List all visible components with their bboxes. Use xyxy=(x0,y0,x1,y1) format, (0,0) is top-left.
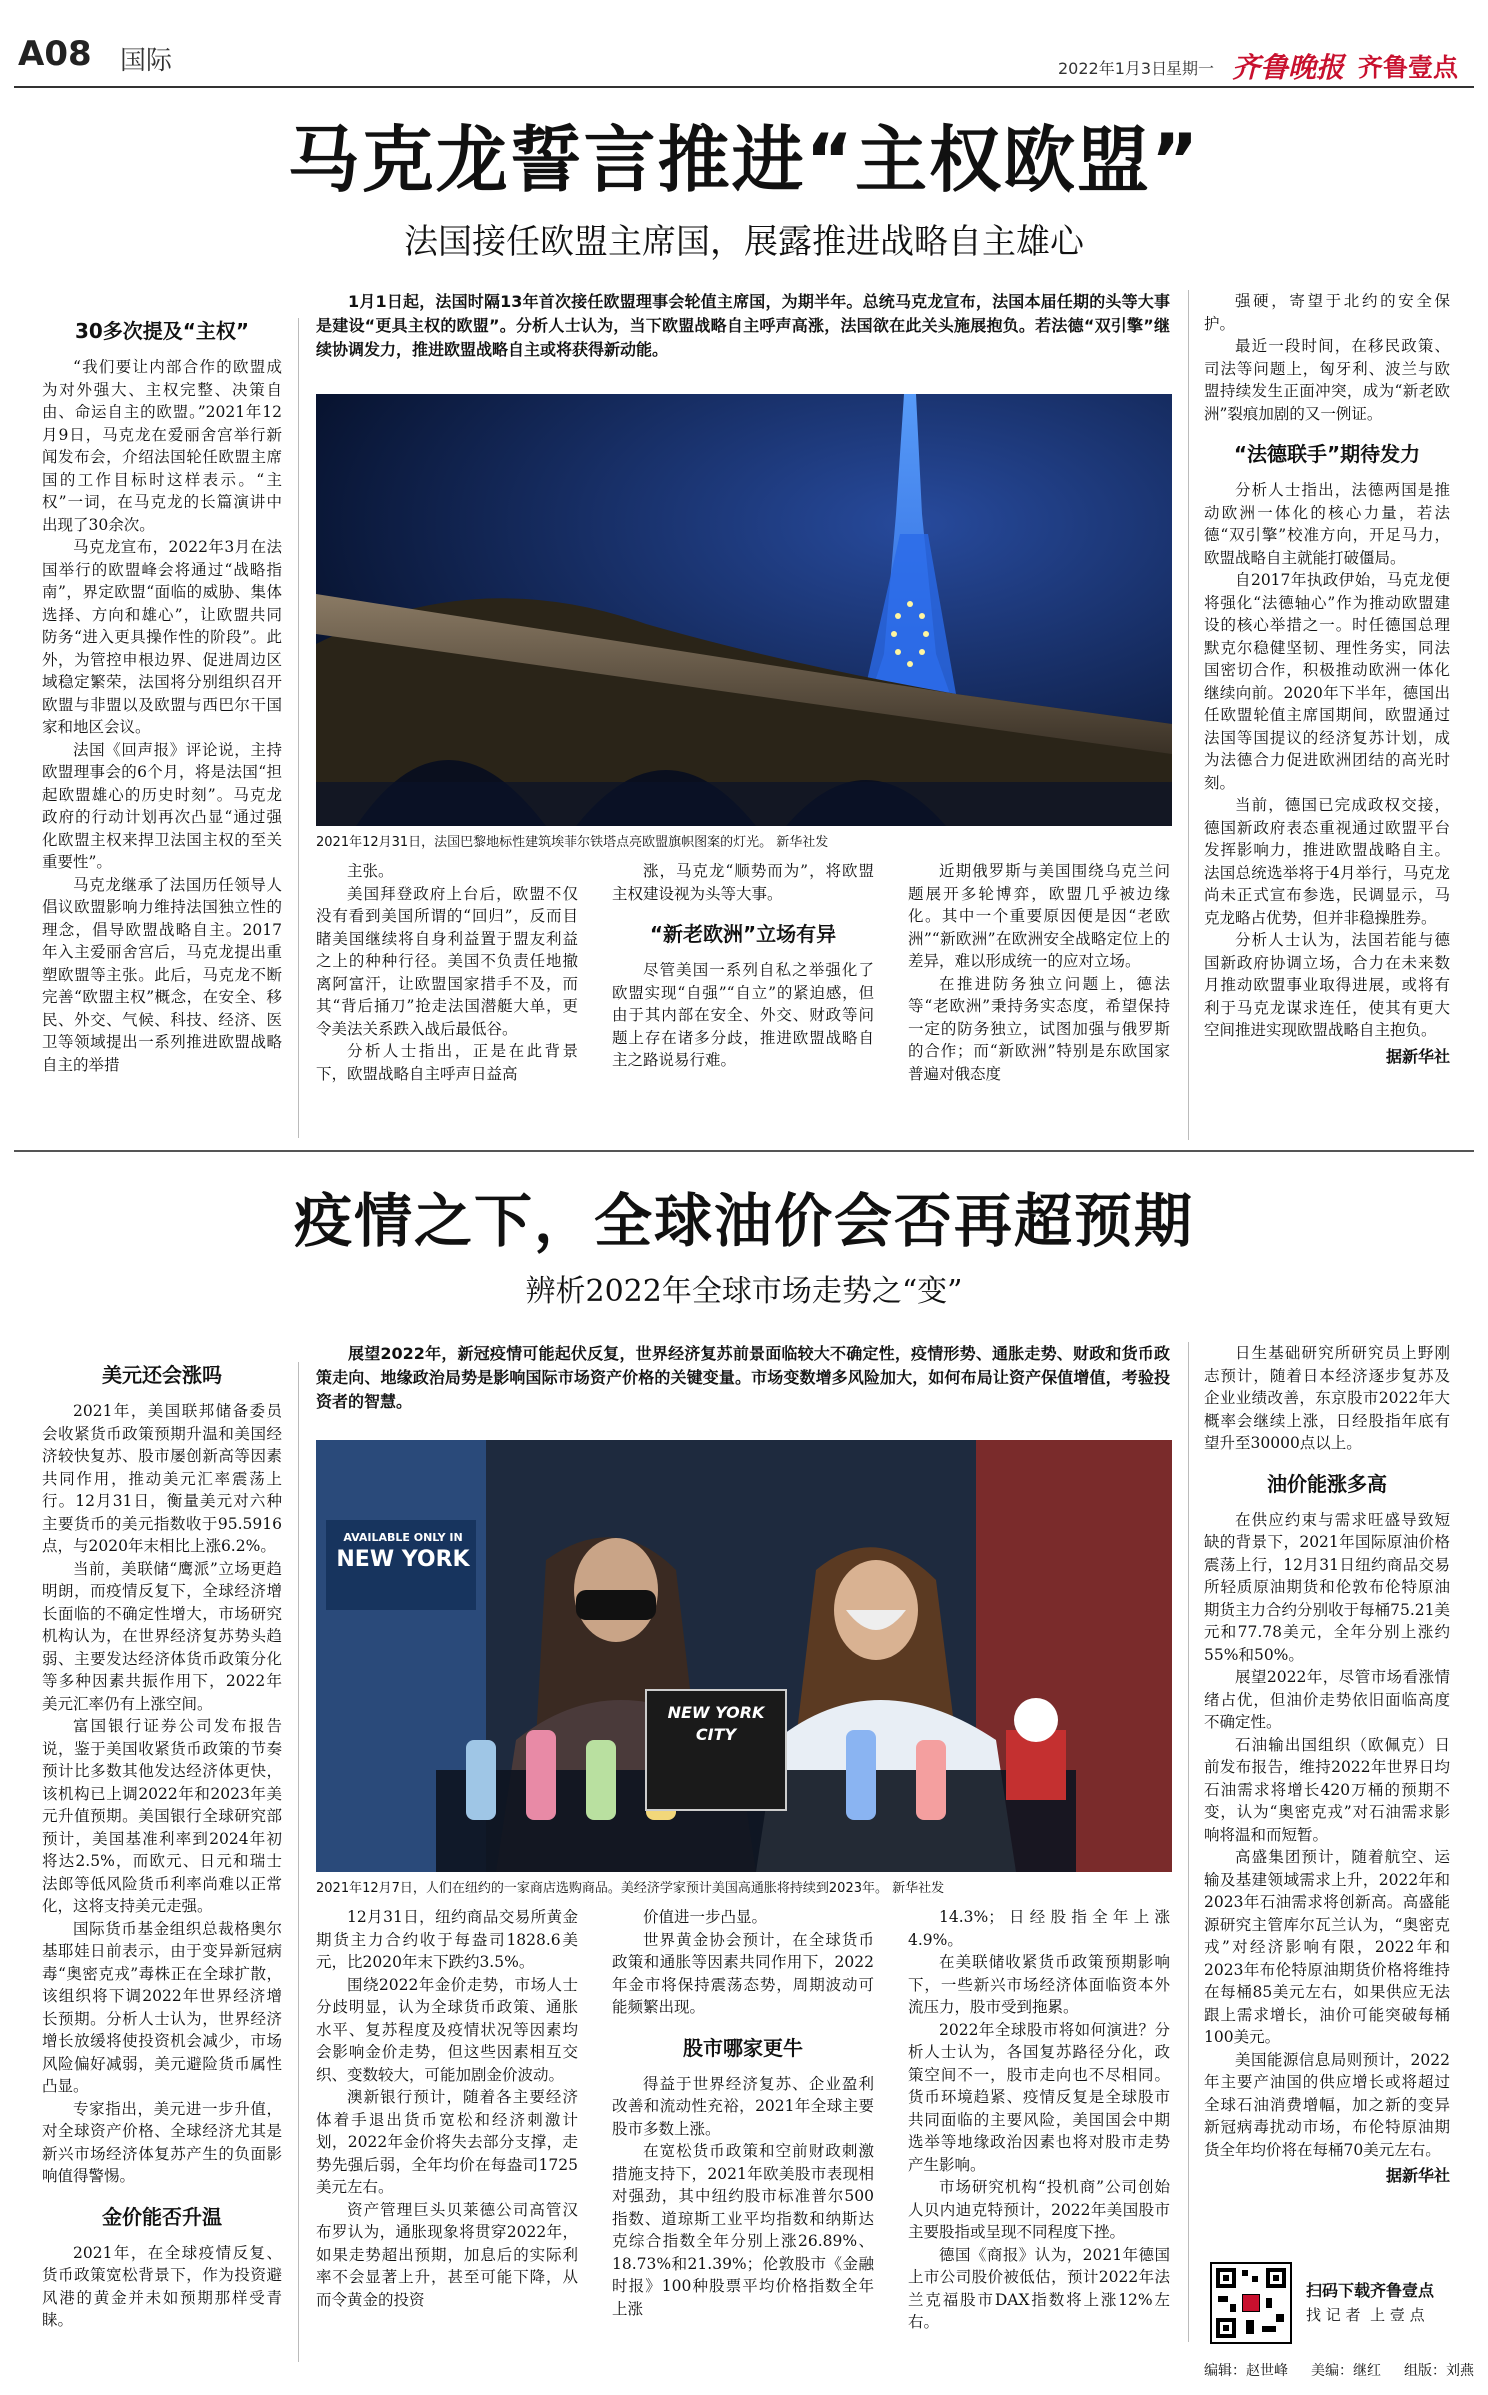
paragraph: 最近一段时间，在移民政策、司法等问题上，匈牙利、波兰与欧盟持续发生正面冲突，成为“新老欧洲”裂痕加剧的又一例证。 xyxy=(1204,337,1450,423)
article1-subtitle: 法国接任欧盟主席国，展露推进战略自主雄心 xyxy=(404,222,1084,262)
paragraph: 分析人士指出，正是在此背景下，欧盟战略自主呼声日益高 xyxy=(316,1042,578,1083)
paragraph: 价值进一步凸显。 xyxy=(643,1908,768,1926)
section-heading: “法德联手”期待发力 xyxy=(1233,442,1421,466)
paper-logo: 齐鲁晚报 xyxy=(1232,51,1345,84)
column-divider xyxy=(1188,290,1189,1140)
article1-column-1 xyxy=(42,318,282,1076)
paragraph: 德国《商报》认为，2021年德国上市公司股价被低估，预计2022年法兰克福股市DAX指数将上涨12%左右。 xyxy=(908,2245,1170,2331)
article2-subtitle: 辨析2022年全球市场走势之“变” xyxy=(525,1274,963,1309)
display-card: NEW YORK CITY xyxy=(667,1703,765,1744)
app-logo: 齐鲁壹点 xyxy=(1358,53,1459,82)
column-divider xyxy=(298,318,299,1138)
paragraph: 尽管美国一系列自私之举强化了欧盟实现“自强”“自立”的紧迫感，但由于其内部在安全、外交、财政等问题上存在诸多分歧，推进欧盟战略自主之路说易行难。 xyxy=(612,961,874,1069)
article2-column-4 xyxy=(908,1906,1170,2334)
paragraph: 围绕2022年金价走势，市场人士分歧明显，认为全球货币政策、通胀水平、复苏程度及疫情状况等因素均会影响金价走势，但这些因素相互交织、变数较大，可能加剧金价波动。 xyxy=(316,1975,578,2084)
paragraph: 分析人士认为，法国若能与德国新政府协调立场，合力在未来数月推动欧盟事业取得进展，或将有利于马克龙谋求连任，使其有更大空间推进实现欧盟战略自主抱负。 xyxy=(1204,931,1450,1039)
article1-lead: 1月1日起，法国时隔13年首次接任欧盟理事会轮值主席国，为期半年。总统马克龙宣布，法国本届任期的头等大事是建设“更具主权的欧盟”。分析人士认为，当下欧盟战略自主呼声高涨，法国欲在此关头施展抱负。若法德“双引擎”继续协调发力，推进欧盟战略自主或将获得新动能。 xyxy=(316,292,1170,359)
header-date: 2022年1月3日 xyxy=(1058,59,1168,78)
paragraph: 得益于世界经济复苏、企业盈利改善和流动性充裕，2021年全球主要股市多数上涨。 xyxy=(612,2074,874,2138)
paragraph: 美国拜登政府上台后，欧盟不仅没有看到美国所谓的“回归”，反而目睹美国继续将自身利益置于盟友利益之上的种种行径。美国不负责任地撤离阿富汗，让欧盟国家措手不及，而其“背后捅刀”抢走法国潜艇大单，更令美法关系跌入战后最低谷。 xyxy=(316,884,578,1038)
article1-photo-caption: 2021年12月31日，法国巴黎地标性建筑埃菲尔铁塔点亮欧盟旗帜图案的灯光。 新华社发 xyxy=(316,835,829,850)
paragraph: 在推进防务独立问题上，德法等“老欧洲”秉持务实态度，希望保持一定的防务独立，试图加强与俄罗斯的合作；而“新欧洲”特别是东欧国家普遍对俄态度 xyxy=(908,974,1170,1083)
column-divider xyxy=(1188,1342,1189,2342)
article-divider xyxy=(14,1150,1474,1152)
qr-text-line2: 找 记 者 上 壹 点 xyxy=(1306,2306,1425,2324)
paragraph: “我们要让内部合作的欧盟成为对外强大、主权完整、决策自由、命运自主的欧盟。”2021年12月9日，马克龙在爱丽舍宫举行新闻发布会，介绍法国轮任欧盟主席国的工作目标时这样表示。“主权”一词，在马克龙的长篇演讲中出现了30余次。 xyxy=(42,358,282,534)
section-heading: 金价能否升温 xyxy=(102,2204,222,2229)
paragraph: 自2017年执政伊始，马克龙便将强化“法德轴心”作为推动欧盟建设的核心举措之一。时任德国总理默克尔稳健坚韧、理性务实，同法国密切合作，积极推动欧洲一体化继续向前。2020年下半年，德国出任欧盟轮值主席国期间，欧盟通过法国等国提议的经济复苏计划，成为法德合力促进欧洲团结的高光时刻。 xyxy=(1204,571,1450,792)
paragraph: 2021年，美国联邦储备委员会收紧货币政策预期升温和美国经济较快复苏、股市屡创新高等因素共同作用，推动美元汇率震荡上行。12月31日，衡量美元对六种主要货币的美元指数收于95.5916点，与2020年末相比上涨6.2%。 xyxy=(42,1402,282,1555)
article1-column-3 xyxy=(612,860,874,1072)
paragraph: 国际货币基金组织总裁格奥尔基耶娃日前表示，由于变异新冠病毒“奥密克戎”毒株正在全球扩散，该组织将下调2022年世界经济增长预期。分析人士认为，世界经济增长放缓将使投资机会减少，市场风险偏好减弱，美元避险货币属性凸显。 xyxy=(42,1919,282,2095)
store-sign-line1: AVAILABLE ONLY IN xyxy=(343,1531,463,1544)
paragraph: 14.3%；日经股指全年上涨4.9%。 xyxy=(908,1908,1170,1949)
byline: 据新华社 xyxy=(1385,1046,1450,1066)
article1-column-5 xyxy=(1204,290,1450,1067)
section-heading: 股市哪家更牛 xyxy=(683,2035,803,2060)
article1-column-4 xyxy=(908,860,1170,1085)
paragraph: 马克龙宣布，2022年3月在法国举行的欧盟峰会将通过“战略指南”，界定欧盟“面临的威胁、集体选择、方向和雄心”，让欧盟共同防务“进入更具操作性的阶段”。此外，为管控申根边界、促进周边区域稳定繁荣，法国将分别组织召开欧盟与非盟以及欧盟与西巴尔干国家和地区会议。 xyxy=(42,538,282,736)
paragraph: 日生基础研究所研究员上野刚志预计，随着日本经济逐步复苏及企业业绩改善，东京股市2022年大概率会继续上涨，日经股指年底有望升至30000点以上。 xyxy=(1204,1344,1450,1452)
paragraph: 近期俄罗斯与美国围绕乌克兰问题展开多轮博弈，欧盟几乎被边缘化。其中一个重要原因便是因“老欧洲”“新欧洲”在欧洲安全战略定位上的差异，难以形成统一的应对立场。 xyxy=(908,862,1170,970)
page-number: A08 xyxy=(18,34,92,74)
paragraph: 法国《回声报》评论说，主持欧盟理事会的6个月，将是法国“担起欧盟雄心的历史时刻”。马克龙政府的行动计划再次凸显“通过强化欧盟主权来捍卫法国主权的至关重要性”。 xyxy=(42,740,282,871)
article2-title: 疫情之下，全球油价会否再超预期 xyxy=(293,1187,1194,1255)
section-heading: 美元还会涨吗 xyxy=(102,1363,222,1387)
paragraph: 涨，马克龙“顺势而为”，将欧盟主权建设视为头等大事。 xyxy=(612,862,874,903)
paragraph: 石油输出国组织（欧佩克）日前发布报告，维持2022年世界日均石油需求将增长420万桶的预期不变，认为“奥密克戎”对石油需求影响将温和而短暂。 xyxy=(1204,1735,1450,1844)
section-heading: 30多次提及“主权” xyxy=(74,319,250,343)
store-shoppers-illustration xyxy=(316,1440,1172,1872)
layout-credit: 组版：刘燕 xyxy=(1404,2363,1474,2379)
paragraph: 市场研究机构“投机商”公司创始人贝内迪克特预计，2022年美国股市主要股指或呈现不同程度下挫。 xyxy=(908,2178,1170,2241)
paragraph: 马克龙继承了法国历任领导人倡议欧盟影响力维持法国独立性的理念，倡导欧盟战略自主。2017年入主爱丽舍宫后，马克龙提出重塑欧盟等主张。此后，马克龙不断完善“欧盟主权”概念，在安全、移民、外交、气候、科技、经济、医卫等领域提出一系列推进欧盟战略自主的举措 xyxy=(42,875,282,1074)
paragraph: 分析人士指出，法德两国是推动欧洲一体化的核心力量，若法德“双引擎”校准方向，开足马力，欧盟战略自主就能打破僵局。 xyxy=(1204,481,1450,567)
designer-credit: 美编：继红 xyxy=(1311,2363,1381,2379)
article1-column-2 xyxy=(316,860,578,1085)
section-name: 国际 xyxy=(120,46,173,76)
paragraph: 在美联储收紧货币政策预期影响下，一些新兴市场经济体面临资本外流压力，股市受到拖累。 xyxy=(908,1953,1170,2016)
article2-column-1 xyxy=(42,1362,282,2332)
paragraph: 在宽松货币政策和空前财政刺激措施支持下，2021年欧美股市表现相对强劲，其中纽约股市标准普尔500指数、道琼斯工业平均指数和纳斯达克综合指数全年分别上涨26.89%、18.73%和21.39%；伦敦股市《金融时报》100种股票平均价格指数全年上涨 xyxy=(612,2142,874,2318)
footer-credits xyxy=(1204,2360,1474,2380)
paragraph: 展望2022年，尽管市场看涨情绪占优，但油价走势依旧面临高度不确定性。 xyxy=(1204,1668,1450,1731)
page-header xyxy=(0,0,1488,86)
editor-credit: 编辑：赵世峰 xyxy=(1204,2363,1288,2379)
header-weekday: 星期一 xyxy=(1166,59,1215,78)
paragraph: 2022年全球股市将如何演进？分析人士认为，各国复苏路径分化，政策空间不一，股市走向也不尽相同。货币环境趋紧、疫情反复是全球股市共同面临的主要风险，美国国会中期选举等地缘政治因素也将对股市走势产生影响。 xyxy=(908,2020,1170,2174)
byline: 据新华社 xyxy=(1385,2166,1450,2185)
paragraph: 富国银行证券公司发布报告说，鉴于美国收紧货币政策的节奏预计比多数其他发达经济体更快，该机构已上调2022年和2023年美元升值预期。美国银行全球研究部预计，美国基准利率到2024年初将达2.5%，而欧元、日元和瑞士法郎等低风险货币利率尚难以正常化，这将支持美元走强。 xyxy=(42,1717,282,1915)
paragraph: 当前，德国已完成政权交接，德国新政府表态重视通过欧盟平台发挥影响力，推进欧盟战略自主。法国总统选举将于4月举行，马克龙尚未正式宣布参选，民调显示，马克龙略占优势，但并非稳操胜券。 xyxy=(1204,796,1450,927)
paragraph: 强硬，寄望于北约的安全保护。 xyxy=(1204,292,1450,333)
store-sign-line2: NEW YORK xyxy=(336,1547,470,1572)
paragraph: 主张。 xyxy=(347,862,394,880)
paragraph: 2021年，在全球疫情反复、货币政策宽松背景下，作为投资避风港的黄金并未如预期那样受青睐。 xyxy=(42,2243,282,2329)
column-divider xyxy=(298,1362,299,2362)
eiffel-tower-illustration xyxy=(316,394,1172,826)
paragraph: 世界黄金协会预计，在全球货币政策和通胀等因素共同作用下，2022年金市将保持震荡态势，周期波动可能频繁出现。 xyxy=(612,1930,874,2016)
store-sign xyxy=(328,1530,478,1574)
article2-lead: 展望2022年，新冠疫情可能起伏反复，世界经济复苏前景面临较大不确定性，疫情形势、通胀走势、财政和货币政策走向、地缘政治局势是影响国际市场资产价格的关键变量。市场变数增多风险加大，如何布局让资产保值增值，考验投资者的智慧。 xyxy=(316,1344,1170,1411)
article2-column-2 xyxy=(316,1906,578,2311)
qr-code[interactable] xyxy=(1210,2262,1292,2344)
paragraph: 当前，美联储“鹰派”立场更趋明朗，而疫情反复下，全球经济增长面临的不确定性增大，市场研究机构认为，在世界经济复苏势头趋弱、主要发达经济体货币政策分化等多种因素共振作用下，2022年美元汇率仍有上涨空间。 xyxy=(42,1559,282,1713)
paragraph: 在供应约束与需求旺盛导致短缺的背景下，2021年国际原油价格震荡上行，12月31日纽约商品交易所轻质原油期货和伦敦布伦特原油期货主力合约分别收于每桶75.21美元和77.78美元，全年分别上涨约55%和50%。 xyxy=(1204,1510,1450,1664)
qr-code-icon xyxy=(1212,2264,1290,2342)
eiffel-tower-photo xyxy=(316,394,1172,826)
section-heading: 油价能涨多高 xyxy=(1267,1471,1387,1496)
article2-photo-caption: 2021年12月7日，人们在纽约的一家商店选购商品。美经济学家预计美国高通胀将持续到2023年。 新华社发 xyxy=(316,1881,945,1896)
paragraph: 资产管理巨头贝莱德公司高管汉布罗认为，通胀现象将贯穿2022年，如果走势超出预期，加息后的实际利率不会显著上升，甚至可能下降，从而令黄金的投资 xyxy=(316,2200,578,2309)
header-rule xyxy=(14,86,1474,88)
paragraph: 专家指出，美元进一步升值，对全球资产价格、全球经济尤其是新兴市场经济体复苏产生的负面影响值得警惕。 xyxy=(42,2099,282,2185)
paragraph: 12月31日，纽约商品交易所黄金期货主力合约收于每盎司1828.6美元，比2020年末下跌约3.5%。 xyxy=(316,1908,578,1971)
qr-text-line1: 扫码下载齐鲁壹点 xyxy=(1306,2281,1435,2300)
paragraph: 高盛集团预计，随着航空、运输及基建领域需求上升，2022年和2023年石油需求将创新高。高盛能源研究主管库尔瓦兰认为，“奥密克戎”对经济影响有限，2022年和2023年布伦特原油期货价格将维持在每桶85美元左右，如果供应无法跟上需求增长，油价可能突破每桶100美元。 xyxy=(1204,1848,1450,2046)
article2-column-5 xyxy=(1204,1342,1450,2186)
article2-column-3 xyxy=(612,1906,874,2320)
article1-title: 马克龙誓言推进“主权欧盟” xyxy=(287,118,1201,202)
section-heading: “新老欧洲”立场有异 xyxy=(649,922,837,946)
store-shoppers-photo xyxy=(316,1440,1172,1872)
paragraph: 美国能源信息局则预计，2022年主要产油国的供应增长或将超过全球石油消费增幅，加之新的变异新冠病毒扰动市场，布伦特原油期货全年均价将在每桶70美元左右。 xyxy=(1204,2050,1450,2159)
paragraph: 澳新银行预计，随着各主要经济体着手退出货币宽松和经济刺激计划，2022年金价将失去部分支撑，走势先强后弱，全年均价在每盎司1725美元左右。 xyxy=(316,2088,578,2196)
